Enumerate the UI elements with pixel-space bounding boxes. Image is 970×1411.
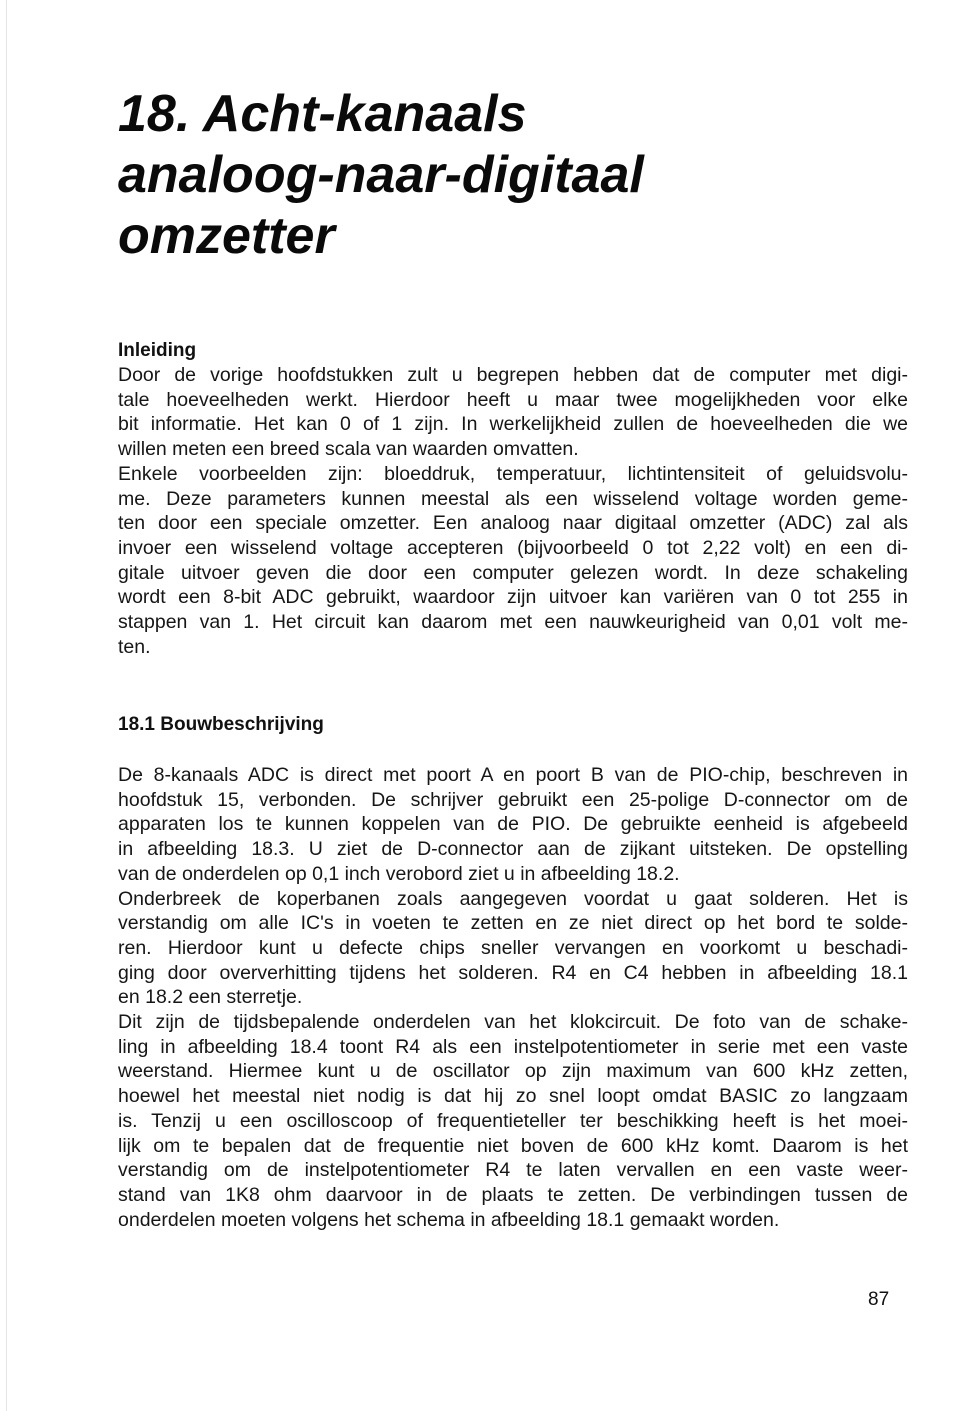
chapter-title-line: 18. Acht-kanaals bbox=[118, 85, 527, 143]
text-line: onderdelen moeten volgens het schema in afbeelding 18.1 gemaakt worden. bbox=[118, 1208, 780, 1231]
section-18-1-paragraph bbox=[118, 763, 908, 1232]
text-line: weerstand. Hiermee kunt u de oscillator op zijn maximum van 600 kHz zetten, bbox=[118, 1060, 908, 1083]
text-line: ten door een speciale omzetter. Een analoog naar digitaal omzetter (ADC) zal als bbox=[118, 512, 908, 535]
intro-heading: Inleiding bbox=[118, 340, 197, 361]
text-line: verstandig om de instelpotentiometer R4 te laten vervallen en een vaste weer- bbox=[118, 1159, 908, 1182]
text-line: ren. Hierdoor kunt u defecte chips sneller vervangen en voorkomt u beschadi- bbox=[118, 936, 908, 959]
page-number: 87 bbox=[868, 1289, 890, 1310]
chapter-title-line: analoog-naar-digitaal bbox=[118, 146, 644, 204]
text-line: me. Deze parameters kunnen meestal als een wisselend voltage worden geme- bbox=[118, 487, 908, 510]
chapter-title-line: omzetter bbox=[118, 207, 335, 265]
text-line: stappen van 1. Het circuit kan daarom met een nauwkeurigheid van 0,01 volt me- bbox=[118, 611, 908, 634]
text-line: lijk om te bepalen dat de frequentie niet boven de 600 kHz komt. Daarom is het bbox=[118, 1134, 908, 1157]
text-line: is. Tenzij u een oscilloscoop of frequentieteller ter beschikking heeft is het moei- bbox=[118, 1109, 908, 1132]
text-line: tale hoeveelheden werkt. Hierdoor heeft u maar twee mogelijkheden voor elke bbox=[118, 388, 908, 411]
intro-paragraph bbox=[118, 363, 908, 659]
text-line: stand van 1K8 ohm daarvoor in de plaats te zetten. De verbindingen tussen de bbox=[118, 1183, 908, 1206]
text-line: hoofdstuk 15, verbonden. De schrijver gebruikt een 25-polige D-connector om de bbox=[118, 788, 908, 811]
text-line: Door de vorige hoofdstukken zult u begrepen hebben dat de computer met digi- bbox=[118, 364, 908, 386]
text-line: van de onderdelen op 0,1 inch verobord ziet u in afbeelding 18.2. bbox=[118, 862, 680, 885]
text-line: apparaten los te kunnen koppelen van de PIO. De gebruikte eenheid is afgebeeld bbox=[118, 813, 908, 836]
text-line: ling in afbeelding 18.4 toont R4 als een instelpotentiometer in serie met een vaste bbox=[118, 1035, 908, 1058]
text-line: verstandig om alle IC's in voeten te zetten en ze niet direct op het bord te solde- bbox=[118, 912, 908, 935]
text-line: wordt een 8-bit ADC gebruikt, waardoor zijn uitvoer kan variëren van 0 tot 255 in bbox=[118, 586, 908, 609]
text-line: Enkele voorbeelden zijn: bloeddruk, temperatuur, lichtintensiteit of geluidsvolu- bbox=[118, 462, 908, 485]
text-line: en 18.2 een sterretje. bbox=[118, 986, 303, 1009]
text-line: ten. bbox=[118, 635, 151, 658]
text-line: hoewel het meestal niet nodig is dat hij zo snel loopt omdat BASIC zo langzaam bbox=[118, 1085, 908, 1108]
text-line: De 8-kanaals ADC is direct met poort A en poort B van de PIO-chip, beschreven in bbox=[118, 764, 908, 786]
chapter-title bbox=[118, 84, 644, 267]
text-line: invoer een wisselend voltage accepteren (bijvoorbeeld 0 tot 2,22 volt) en een di- bbox=[118, 536, 908, 559]
text-line: ging door oververhitting tijdens het solderen. R4 en C4 hebben in afbeelding 18.1 bbox=[118, 961, 908, 984]
text-line: willen meten een breed scala van waarden omvatten. bbox=[118, 438, 579, 461]
text-line: Onderbreek de koperbanen zoals aangegeven voordat u gaat solderen. Het is bbox=[118, 887, 908, 910]
page-edge bbox=[6, 0, 7, 1411]
text-line: bit informatie. Het kan 0 of 1 zijn. In werkelijkheid zullen de hoeveelheden die we bbox=[118, 413, 908, 436]
text-line: gitale uitvoer geven die door een computer gelezen wordt. In deze schakeling bbox=[118, 561, 908, 584]
text-line: Dit zijn de tijdsbepalende onderdelen van het klokcircuit. De foto van de schake- bbox=[118, 1011, 908, 1034]
section-heading-18-1: 18.1 Bouwbeschrijving bbox=[118, 714, 324, 735]
text-line: in afbeelding 18.3. U ziet de D-connector aan de zijkant uitsteken. De opstelling bbox=[118, 838, 908, 861]
